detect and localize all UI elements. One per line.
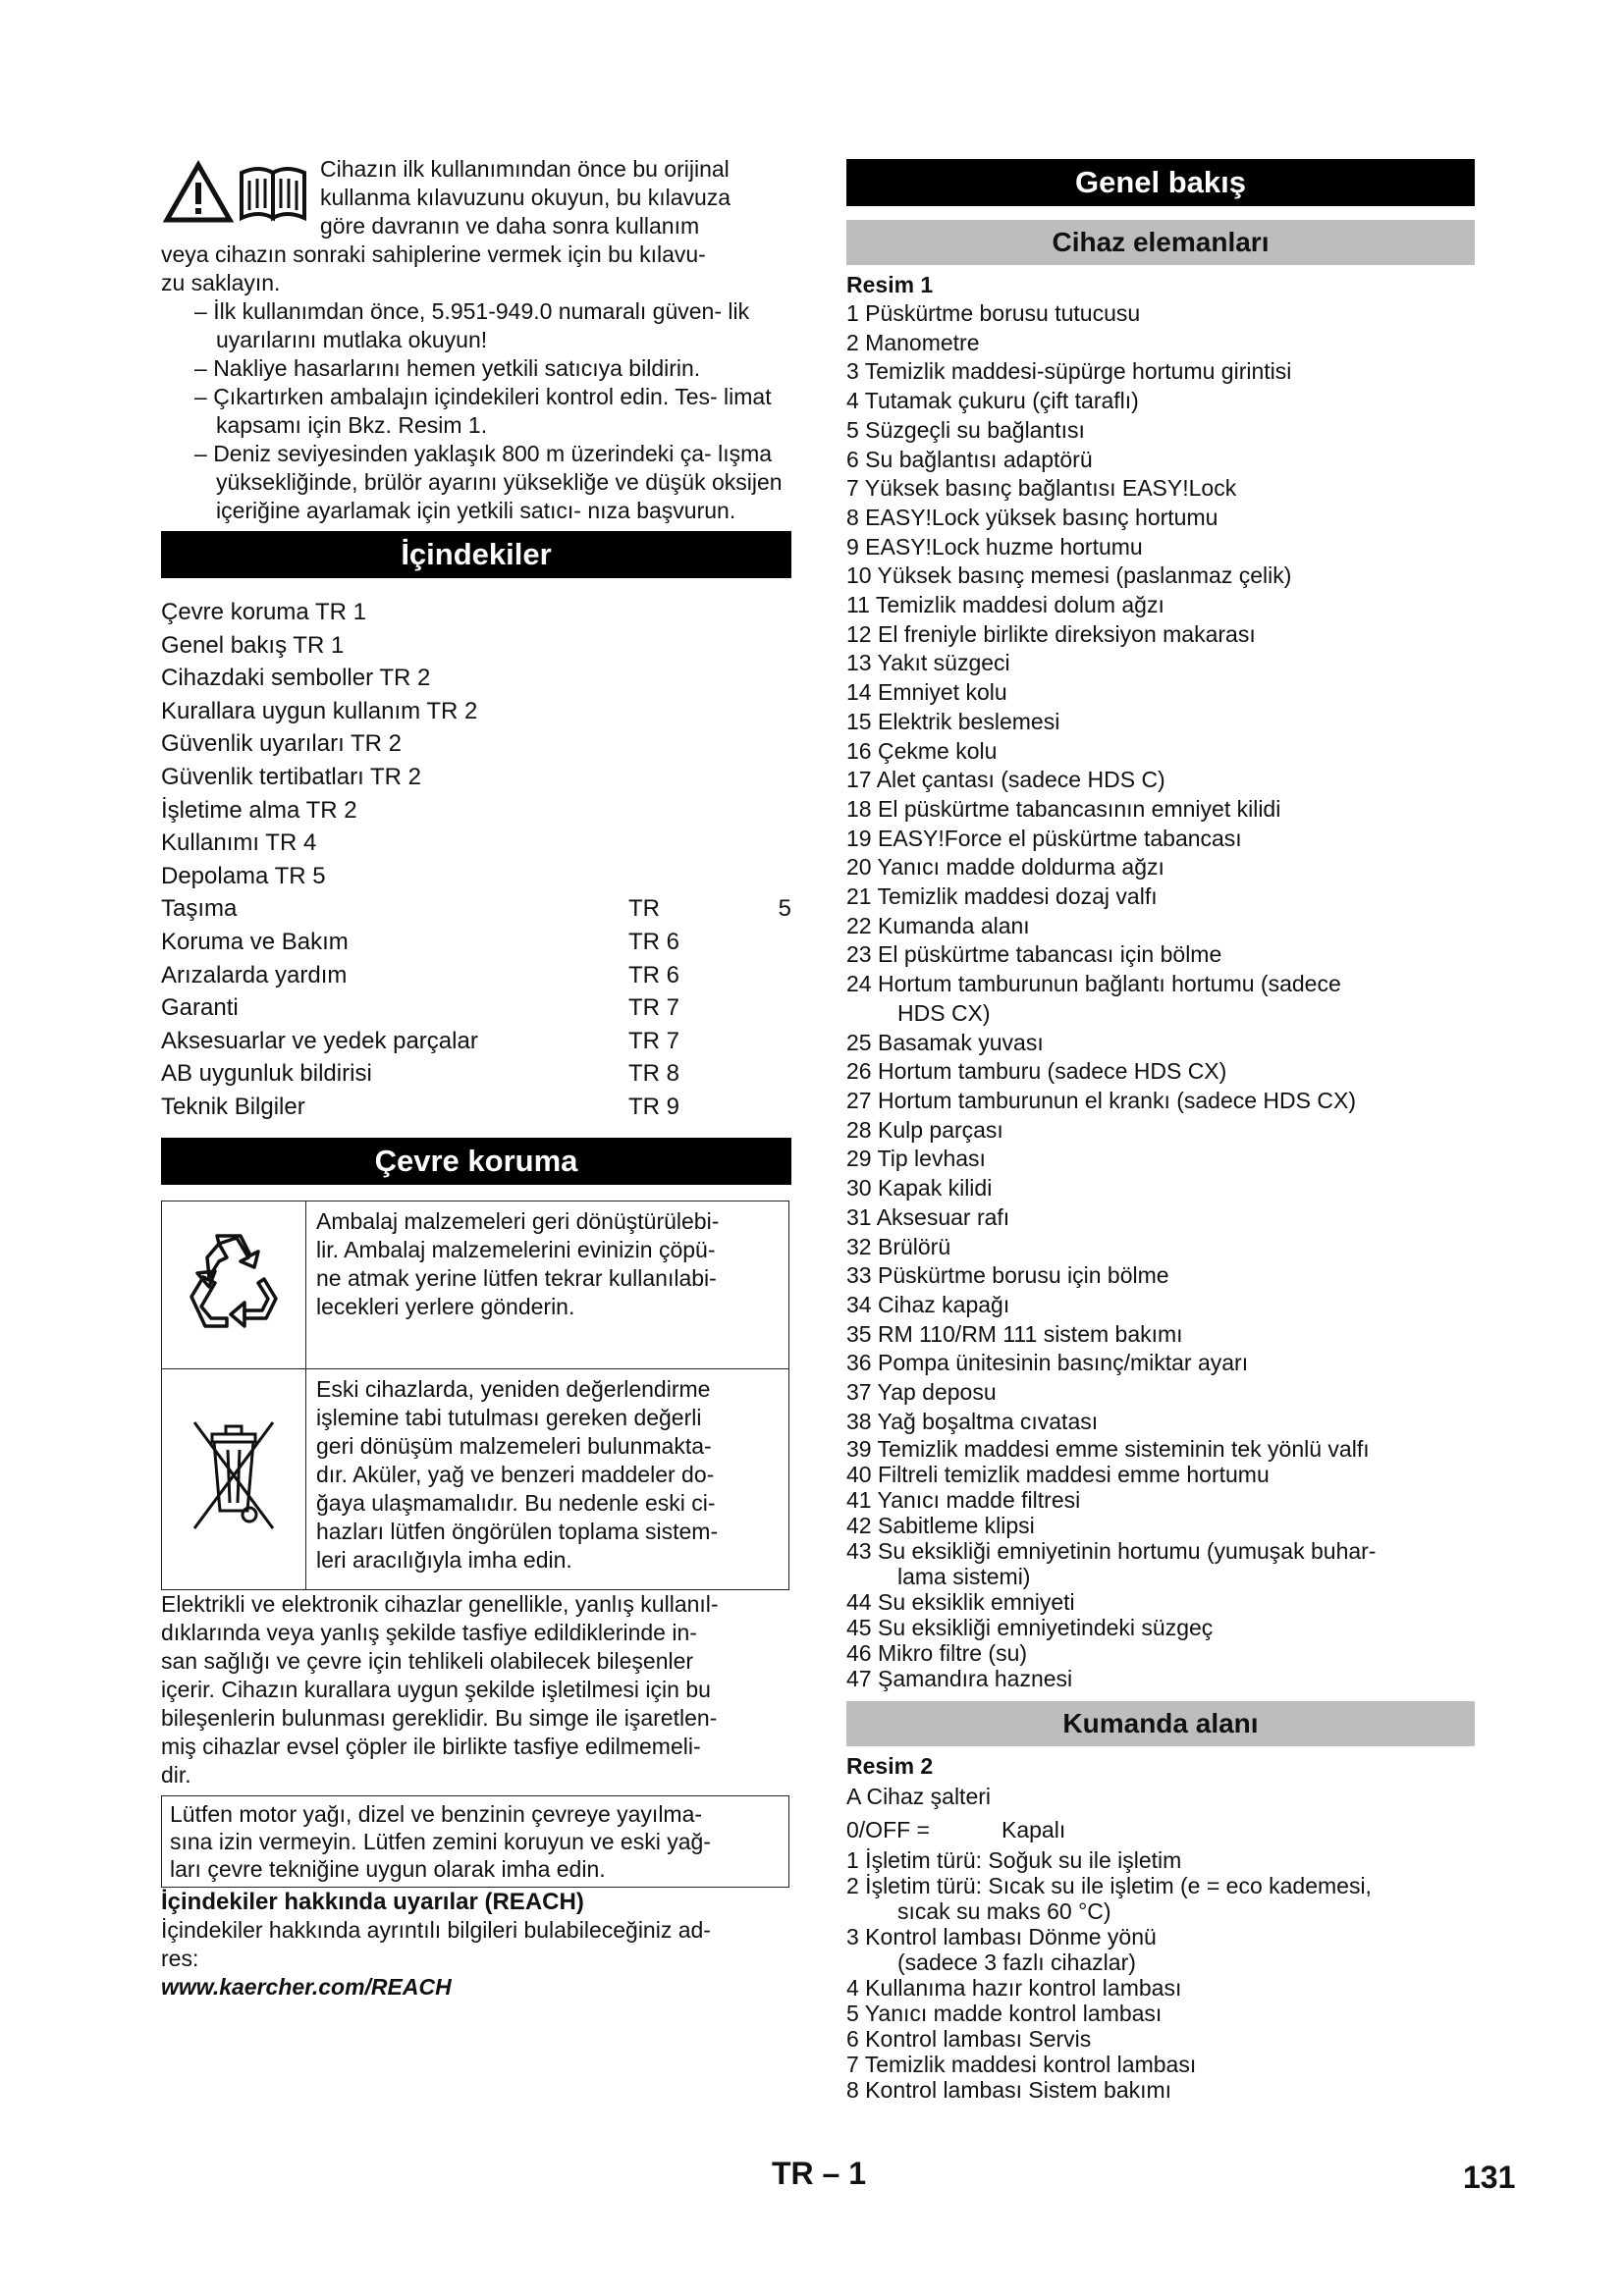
toc-page-num bbox=[746, 1025, 791, 1058]
list-item bbox=[846, 882, 1475, 912]
toc-page-num bbox=[746, 662, 791, 695]
list-item bbox=[846, 1975, 1475, 2001]
warning-block bbox=[161, 155, 791, 525]
footer-section bbox=[772, 2156, 866, 2192]
toc-row bbox=[161, 761, 791, 794]
toc-page-num bbox=[746, 827, 791, 860]
list-item bbox=[846, 1349, 1475, 1378]
toc-title: Koruma ve Bakım bbox=[161, 928, 349, 955]
weee-line: hazları lütfen öngörülen toplama sistem- bbox=[316, 1518, 719, 1544]
toc-row bbox=[161, 727, 791, 761]
toc-page-num: 5 bbox=[778, 895, 791, 923]
list-item-line: 29 Tip levhası bbox=[846, 1146, 986, 1172]
toc-page bbox=[628, 827, 746, 860]
list-item-line: 31 Aksesuar rafı bbox=[846, 1203, 1010, 1230]
list-item-line: 6 Su bağlantısı adaptörü bbox=[846, 446, 1093, 472]
list-item-line: 37 Yap deposu bbox=[846, 1379, 997, 1406]
toc-page-num bbox=[746, 695, 791, 728]
warning-line: zu saklayın. bbox=[161, 270, 281, 295]
list-item bbox=[846, 474, 1475, 504]
list-item bbox=[846, 1174, 1475, 1203]
list-item-line: 32 Brülörü bbox=[846, 1233, 951, 1259]
switch-off-label: 0/OFF = bbox=[846, 1817, 930, 1843]
list-item bbox=[846, 387, 1475, 416]
toc-page-num bbox=[746, 1057, 791, 1091]
list-item bbox=[846, 766, 1475, 795]
list-item bbox=[846, 1640, 1475, 1666]
toc-row bbox=[161, 926, 791, 959]
list-item bbox=[846, 1487, 1475, 1513]
toc-page bbox=[628, 860, 746, 893]
list-item-line: 23 El püskürtme tabancası için bölme bbox=[846, 941, 1222, 968]
recycling-icon-cell bbox=[162, 1201, 306, 1368]
list-item-line: 15 Elektrik beslemesi bbox=[846, 708, 1060, 734]
toc-title: Aksesuarlar ve yedek parçalar bbox=[161, 1027, 478, 1054]
list-item bbox=[846, 329, 1475, 358]
list-item-line: 6 Kontrol lambası Servis bbox=[846, 2026, 1092, 2053]
toc-title: Depolama TR 5 bbox=[161, 862, 326, 889]
list-item bbox=[846, 1057, 1475, 1087]
list-item-line: 4 Kullanıma hazır kontrol lambası bbox=[846, 1975, 1182, 2002]
recycling-line: Ambalaj malzemeleri geri dönüştürülebi- bbox=[316, 1207, 720, 1234]
switch-title: A Cihaz şalteri bbox=[846, 1784, 992, 1810]
list-item-line: 21 Temizlik maddesi dozaj valfı bbox=[846, 883, 1158, 910]
toc-page-num bbox=[746, 727, 791, 761]
recycling-line: ne atmak yerine lütfen tekrar kullanılabi- bbox=[316, 1264, 717, 1291]
list-item bbox=[846, 1538, 1475, 1589]
reach-text bbox=[161, 1916, 791, 1973]
right-column bbox=[846, 159, 1475, 2103]
list-item bbox=[846, 561, 1475, 591]
list-item bbox=[846, 1589, 1475, 1615]
list-item-line: 3 Kontrol lambası Dönme yönü bbox=[846, 1924, 1157, 1950]
toc-row bbox=[161, 629, 791, 663]
list-item-line: 27 Hortum tamburunun el krankı (sadece HDS CX) bbox=[846, 1087, 1356, 1113]
paragraph-line: Elektrikli ve elektronik cihazlar genellikle, yanlış kullanıl- bbox=[161, 1590, 719, 1617]
list-item-line: 14 Emniyet kolu bbox=[846, 679, 1007, 706]
device-elements-heading: Cihaz elemanları bbox=[846, 220, 1475, 265]
list-item bbox=[846, 940, 1475, 970]
warning-line: Cihazın ilk kullanımından önce bu orijinal bbox=[320, 156, 730, 182]
notice-line: ları çevre tekniğine uygun olarak imha edin. bbox=[170, 1855, 606, 1882]
list-item-line: 47 Şamandıra haznesi bbox=[846, 1666, 1073, 1692]
warning-bullet: – Deniz seviyesinden yaklaşık 800 m üzerindeki ça- lışma yüksekliğinde, brülör ayarını yüksekliğe ve düşük oksijen içeriğine ayarlamak için yetkili satıcı- nıza başvurun. bbox=[161, 440, 791, 525]
list-item-line: 19 EASY!Force el püskürtme tabancası bbox=[846, 825, 1242, 851]
list-item-line: 9 EASY!Lock huzme hortumu bbox=[846, 533, 1143, 560]
toc-page bbox=[628, 761, 746, 794]
list-item bbox=[846, 299, 1475, 329]
list-item-line: 11 Temizlik maddesi dolum ağzı bbox=[846, 592, 1164, 618]
list-item bbox=[846, 678, 1475, 708]
toc-page: TR 6 bbox=[628, 928, 680, 955]
list-item bbox=[846, 649, 1475, 678]
toc-title: Genel bakış TR 1 bbox=[161, 631, 345, 659]
toc-page: TR 7 bbox=[628, 1027, 680, 1054]
list-item-line: sıcak su maks 60 °C) bbox=[897, 1898, 1111, 1925]
list-item-line: 8 EASY!Lock yüksek basınç hortumu bbox=[846, 504, 1218, 530]
list-item-line: 39 Temizlik maddesi emme sisteminin tek yönlü valfı bbox=[846, 1436, 1370, 1463]
warning-bullet: – Çıkartırken ambalajın içindekileri kontrol edin. Tes- limat kapsamı için Bkz. Resim 1. bbox=[161, 383, 791, 440]
switch-off-row bbox=[846, 1812, 1475, 1847]
toc-row bbox=[161, 596, 791, 629]
list-item bbox=[846, 2077, 1475, 2103]
list-item bbox=[846, 446, 1475, 475]
toc-page: TR bbox=[628, 895, 660, 923]
toc-row bbox=[161, 695, 791, 728]
recycling-text bbox=[306, 1201, 789, 1368]
footer-lang: TR bbox=[772, 2156, 814, 2191]
list-item bbox=[846, 1462, 1475, 1487]
list-item-line: HDS CX) bbox=[897, 999, 991, 1026]
toc-row bbox=[161, 860, 791, 893]
list-item-line: 7 Temizlik maddesi kontrol lambası bbox=[846, 2052, 1197, 2078]
toc-title: Güvenlik tertibatları TR 2 bbox=[161, 763, 421, 790]
toc-title: Güvenlik uyarıları TR 2 bbox=[161, 730, 402, 758]
toc-row bbox=[161, 794, 791, 828]
recycling-icon bbox=[180, 1228, 288, 1336]
list-item bbox=[846, 1291, 1475, 1320]
footer-page-number: 131 bbox=[1463, 2160, 1516, 2195]
toc-page-num bbox=[746, 926, 791, 959]
list-item bbox=[846, 1087, 1475, 1116]
list-item-line: 8 Kontrol lambası Sistem bakımı bbox=[846, 2077, 1172, 2104]
list-item bbox=[846, 1436, 1475, 1462]
toc-page-num bbox=[746, 794, 791, 828]
toc-title: Taşıma bbox=[161, 895, 238, 923]
list-item-line: 2 İşletim türü: Sıcak su ile işletim (e = eco kademesi, bbox=[846, 1873, 1372, 1899]
toc-page-num bbox=[746, 991, 791, 1025]
toc-page: TR 8 bbox=[628, 1060, 680, 1088]
figure-2-label: Resim 2 bbox=[846, 1753, 934, 1780]
list-item bbox=[846, 533, 1475, 562]
figure-1-label: Resim 1 bbox=[846, 272, 934, 297]
list-item bbox=[846, 708, 1475, 737]
list-item-line: 17 Alet çantası (sadece HDS C) bbox=[846, 767, 1165, 793]
toc-title: Çevre koruma TR 1 bbox=[161, 599, 366, 625]
crossed-bin-icon bbox=[185, 1413, 283, 1540]
control-panel-heading: Kumanda alanı bbox=[846, 1701, 1475, 1746]
toc-page-num bbox=[746, 959, 791, 992]
toc-title: Garanti bbox=[161, 994, 239, 1022]
weee-line: geri dönüşüm malzemeleri bulunmakta- bbox=[316, 1432, 712, 1459]
list-item-line: 22 Kumanda alanı bbox=[846, 912, 1030, 938]
list-item-line: 38 Yağ boşaltma cıvatası bbox=[846, 1408, 1099, 1434]
toc-page-num bbox=[746, 629, 791, 663]
list-item-line: 26 Hortum tamburu (sadece HDS CX) bbox=[846, 1058, 1227, 1085]
list-item-line: 24 Hortum tamburunun bağlantı hortumu (sadece bbox=[846, 971, 1341, 997]
toc-row bbox=[161, 662, 791, 695]
toc-title: Kullanımı TR 4 bbox=[161, 829, 317, 857]
list-item bbox=[846, 1847, 1475, 1873]
weee-line: ğaya ulaşmamalıdır. Bu nedenle eski ci- bbox=[316, 1489, 716, 1516]
list-item-line: (sadece 3 fazlı cihazlar) bbox=[897, 1949, 1136, 1976]
list-item-line: 13 Yakıt süzgeci bbox=[846, 650, 1010, 676]
list-item-line: 3 Temizlik maddesi-süpürge hortumu girintisi bbox=[846, 358, 1292, 385]
electronics-paragraph bbox=[161, 1590, 791, 1789]
list-item bbox=[846, 853, 1475, 882]
list-item bbox=[846, 1378, 1475, 1408]
environment-heading: Çevre koruma bbox=[161, 1138, 791, 1185]
weee-line: dır. Aküler, yağ ve benzeri maddeler do- bbox=[316, 1461, 715, 1487]
list-item-line: 45 Su eksikliği emniyetindeki süzgeç bbox=[846, 1615, 1214, 1641]
list-item-line: 2 Manometre bbox=[846, 329, 980, 355]
list-item bbox=[846, 1145, 1475, 1174]
warning-line: veya cihazın sonraki sahiplerine vermek için bu kılavu- bbox=[161, 241, 706, 267]
toc-page-num bbox=[746, 1091, 791, 1124]
list-item bbox=[846, 737, 1475, 767]
toc-title: AB uygunluk bildirisi bbox=[161, 1060, 372, 1088]
list-item bbox=[846, 504, 1475, 533]
list-item bbox=[846, 620, 1475, 650]
notice-line: sına izin vermeyin. Lütfen zemini koruyun ve eski yağ- bbox=[170, 1828, 711, 1854]
list-item-line: 40 Filtreli temizlik maddesi emme hortumu bbox=[846, 1462, 1270, 1488]
list-item bbox=[846, 2052, 1475, 2077]
toc-title: İşletime alma TR 2 bbox=[161, 796, 357, 824]
list-item bbox=[846, 1408, 1475, 1437]
device-elements-list bbox=[846, 299, 1475, 1436]
paragraph-line: san sağlığı ve çevre için tehlikeli olabilecek bileşenler bbox=[161, 1647, 694, 1674]
list-item bbox=[846, 1873, 1475, 1924]
list-item bbox=[846, 1203, 1475, 1233]
list-item bbox=[846, 1666, 1475, 1691]
list-item bbox=[846, 357, 1475, 387]
toc-heading: İçindekiler bbox=[161, 531, 791, 578]
toc-title: Cihazdaki semboller TR 2 bbox=[161, 665, 431, 692]
warning-line: kullanma kılavuzunu okuyun, bu kılavuza bbox=[320, 185, 731, 210]
list-item-line: 28 Kulp parçası bbox=[846, 1116, 1003, 1143]
list-item-line: 43 Su eksikliği emniyetinin hortumu (yumuşak buhar- bbox=[846, 1538, 1377, 1565]
footer-page-label: – 1 bbox=[822, 2156, 867, 2191]
list-item-line: 12 El freniyle birlikte direksiyon makarası bbox=[846, 620, 1256, 647]
weee-line: Eski cihazlarda, yeniden değerlendirme bbox=[316, 1375, 711, 1402]
warning-bullet: – İlk kullanımdan önce, 5.951-949.0 numaralı güven- lik uyarılarını mutlaka okuyun! bbox=[161, 297, 791, 354]
overview-heading: Genel bakış bbox=[846, 159, 1475, 206]
list-item-line: 30 Kapak kilidi bbox=[846, 1175, 993, 1201]
list-item bbox=[846, 1513, 1475, 1538]
toc-row bbox=[161, 1091, 791, 1124]
list-item bbox=[846, 1261, 1475, 1291]
toc-page: TR 7 bbox=[628, 994, 680, 1022]
notice-line: Lütfen motor yağı, dizel ve benzinin çevreye yayılma- bbox=[170, 1800, 703, 1827]
list-item bbox=[846, 2001, 1475, 2026]
list-item bbox=[846, 912, 1475, 941]
toc-title: Teknik Bilgiler bbox=[161, 1093, 305, 1120]
toc-row bbox=[161, 827, 791, 860]
toc-page bbox=[628, 596, 746, 629]
toc-row bbox=[161, 959, 791, 992]
recycling-line: lir. Ambalaj malzemelerini evinizin çöpü- bbox=[316, 1236, 716, 1262]
list-item bbox=[846, 1924, 1475, 1975]
toc-page bbox=[628, 629, 746, 663]
reach-link[interactable]: www.kaercher.com/REACH bbox=[161, 1973, 452, 2000]
paragraph-line: bileşenlerin bulunması gereklidir. Bu simge ile işaretlen- bbox=[161, 1704, 718, 1731]
toc-page-num bbox=[746, 596, 791, 629]
list-item bbox=[846, 970, 1475, 1028]
list-item-line: 46 Mikro filtre (su) bbox=[846, 1640, 1028, 1667]
list-item bbox=[846, 1116, 1475, 1146]
list-item-line: 36 Pompa ünitesinin basınç/miktar ayarı bbox=[846, 1350, 1249, 1376]
list-item-line: 41 Yanıcı madde filtresi bbox=[846, 1487, 1081, 1514]
list-item bbox=[846, 1615, 1475, 1640]
list-item-line: 1 İşletim türü: Soğuk su ile işletim bbox=[846, 1847, 1182, 1874]
list-item-line: 33 Püskürtme borusu için bölme bbox=[846, 1262, 1169, 1289]
list-item-line: 16 Çekme kolu bbox=[846, 737, 998, 764]
list-item bbox=[846, 2026, 1475, 2052]
toc-page bbox=[628, 794, 746, 828]
list-item bbox=[846, 591, 1475, 620]
list-item-line: lama sistemi) bbox=[897, 1564, 1031, 1590]
reach-line: İçindekiler hakkında ayrıntılı bilgileri bulabileceğiniz ad- bbox=[161, 1916, 711, 1943]
device-elements-list-cont bbox=[846, 1436, 1475, 1691]
reach-title: İçindekiler hakkında uyarılar (REACH) bbox=[161, 1888, 584, 1915]
toc-row bbox=[161, 1057, 791, 1091]
weee-line: işlemine tabi tutulması gereken değerli bbox=[316, 1404, 702, 1430]
list-item-line: 25 Basamak yuvası bbox=[846, 1029, 1044, 1055]
environment-table bbox=[161, 1201, 789, 1590]
list-item-line: 44 Su eksiklik emniyeti bbox=[846, 1589, 1075, 1616]
list-item-line: 10 Yüksek basınç memesi (paslanmaz çelik) bbox=[846, 562, 1292, 589]
left-column bbox=[161, 155, 791, 2002]
list-item-line: 35 RM 110/RM 111 sistem bakımı bbox=[846, 1320, 1183, 1347]
list-item-line: 34 Cihaz kapağı bbox=[846, 1291, 1010, 1317]
weee-line: leri aracılığıyla imha edin. bbox=[316, 1546, 572, 1573]
toc-page bbox=[628, 727, 746, 761]
toc-page: TR 6 bbox=[628, 961, 680, 988]
weee-icon-cell bbox=[162, 1368, 306, 1589]
paragraph-line: dir. bbox=[161, 1761, 191, 1788]
list-item bbox=[846, 1233, 1475, 1262]
list-item-line: 20 Yanıcı madde doldurma ağzı bbox=[846, 854, 1164, 881]
list-item-line: 18 El püskürtme tabancasının emniyet kilidi bbox=[846, 795, 1281, 822]
toc-row bbox=[161, 991, 791, 1025]
control-panel-list bbox=[846, 1847, 1475, 2103]
paragraph-line: miş cihazlar evsel çöpler ile birlikte tasfiye edilmemeli- bbox=[161, 1733, 701, 1759]
toc-row bbox=[161, 1025, 791, 1058]
toc-title: Kurallara uygun kullanım TR 2 bbox=[161, 697, 478, 724]
paragraph-line: içerir. Cihazın kurallara uygun şekilde işletilmesi için bu bbox=[161, 1676, 711, 1702]
paragraph-line: dıklarında veya yanlış şekilde tasfiye edildiklerinde in- bbox=[161, 1619, 697, 1645]
reach-line: res: bbox=[161, 1945, 199, 1971]
toc-page-num bbox=[746, 860, 791, 893]
oil-notice-box bbox=[161, 1795, 789, 1888]
list-item-line: 5 Süzgeçli su bağlantısı bbox=[846, 416, 1085, 443]
warning-line: göre davranın ve daha sonra kullanım bbox=[320, 213, 700, 239]
toc-page bbox=[628, 695, 746, 728]
list-item-line: 1 Püskürtme borusu tutucusu bbox=[846, 300, 1141, 326]
toc-list bbox=[161, 596, 791, 1124]
list-item bbox=[846, 1029, 1475, 1058]
list-item bbox=[846, 1320, 1475, 1350]
recycling-line: lecekleri yerlere gönderin. bbox=[316, 1293, 575, 1319]
warning-bullet: – Nakliye hasarlarını hemen yetkili satıcıya bildirin. bbox=[161, 354, 791, 383]
weee-text bbox=[306, 1368, 789, 1589]
warning-book-icon bbox=[163, 159, 310, 224]
list-item-line: 42 Sabitleme klipsi bbox=[846, 1513, 1035, 1539]
toc-row bbox=[161, 892, 791, 926]
toc-page: TR 9 bbox=[628, 1093, 680, 1120]
list-item bbox=[846, 825, 1475, 854]
list-item bbox=[846, 795, 1475, 825]
list-item-line: 5 Yanıcı madde kontrol lambası bbox=[846, 2001, 1163, 2027]
toc-page bbox=[628, 662, 746, 695]
toc-page-num bbox=[746, 761, 791, 794]
list-item bbox=[846, 416, 1475, 446]
toc-title: Arızalarda yardım bbox=[161, 961, 348, 988]
switch-off-value: Kapalı bbox=[1001, 1817, 1066, 1843]
list-item-line: 4 Tutamak çukuru (çift taraflı) bbox=[846, 388, 1139, 414]
list-item-line: 7 Yüksek basınç bağlantısı EASY!Lock bbox=[846, 475, 1237, 502]
